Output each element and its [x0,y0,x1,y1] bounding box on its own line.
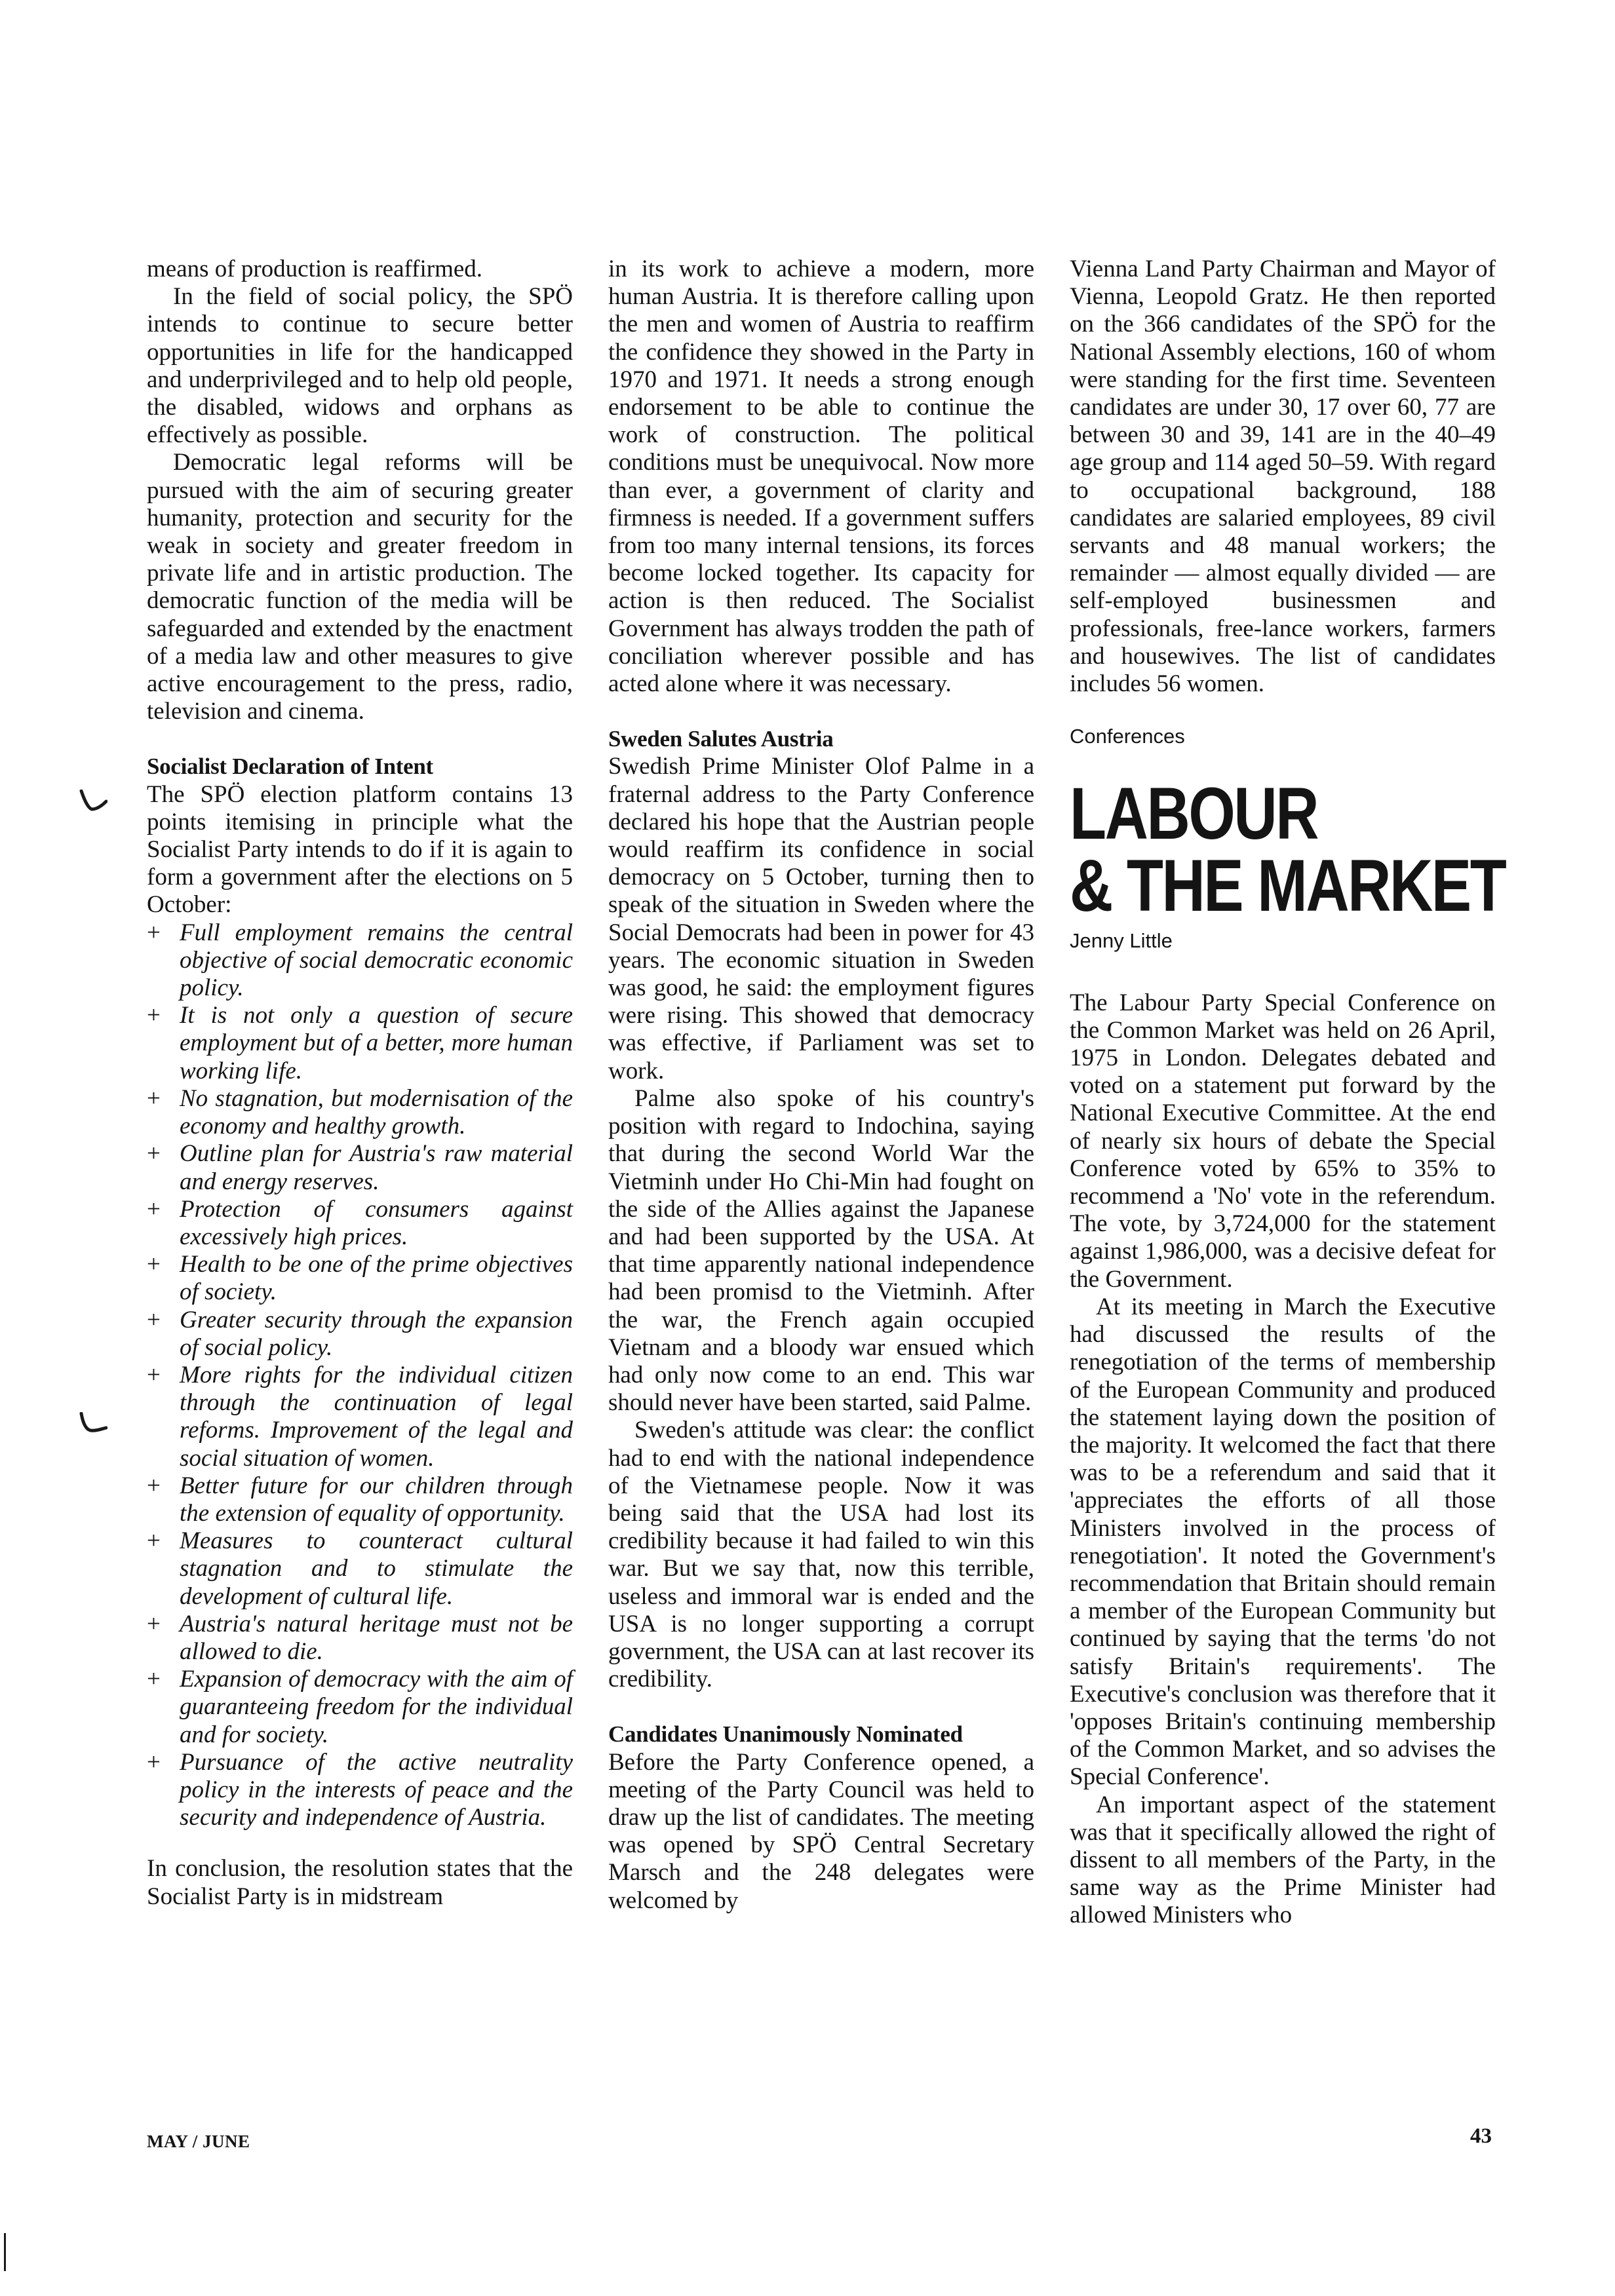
paragraph: means of production is reaffirmed. [147,256,483,282]
section-label: Conferences [1070,725,1185,748]
platform-point [147,1611,573,1666]
article-headline [1070,773,1506,927]
point-text: Outline plan for Austria's raw material and energy reserves. [180,1140,573,1195]
issue-label: MAY / JUNE [147,2132,250,2151]
point-text: Health to be one of the prime objectives of society. [180,1251,573,1306]
headline-line-2: & THE MARKET [1070,845,1506,927]
platform-points-list [147,919,573,1832]
paragraph: In conclusion, the resolution states that the Socialist Party is in midstream [147,1855,573,1910]
paragraph: Sweden's attitude was clear: the conflict had to end with the national independence of the Vietnamese people. Now it was being said that the USA had lost its credibility because it had failed to win this war. But we say that, now this terrible, useless and immoral war is ended and the USA is no longer supporting a corrupt government, the USA can at last recover its credibility. [608,1417,1034,1693]
headline-line-1: LABOUR [1070,773,1318,855]
point-text: Pursuance of the active neutrality policy in the interests of peace and the security and independence of Austria. [180,1748,573,1831]
margin-tick-icon [79,790,107,812]
plus-bullet-icon: + [147,1748,161,1776]
paragraph: Swedish Prime Minister Olof Palme in a fraternal address to the Party Conference declared his hope that the Austrian people would reaffirm its confidence in social democracy on 5 October, turning then to speak of the situation in Sweden where the Social Democrats had been in power for 43 years. The economic situation in Sweden was good, he said: the employment figures were rising. This showed that democracy was effective, if Parliament was set to work. [608,753,1034,1084]
platform-point [147,1666,573,1749]
platform-point [147,1749,573,1832]
point-text: Measures to counteract cultural stagnation and to stimulate the development of cultural life. [180,1527,573,1610]
plus-bullet-icon: + [147,1306,161,1333]
paragraph: in its work to achieve a modern, more human Austria. It is therefore calling upon the men and women of Austria to reaffirm the confidence they showed in the Party in 1970 and 1971. It needs a strong enough endorsement to be able to continue the work of construction. The political conditions must be unequivocal. Now more than ever, a government of clarity and firmness is needed. If a government suffers from too many internal tensions, its forces become locked together. Its capacity for action is then reduced. The Socialist Government has always trodden the path of conciliation wherever possible and has acted alone where it was necessary. [608,256,1034,698]
paragraph: The SPÖ election platform contains 13 points itemising in principle what the Socialist Party intends to do if it is again to form a government after the elections on 5 October: [147,780,573,919]
point-text: Austria's natural heritage must not be allowed to die. [180,1610,573,1665]
platform-point [147,1085,573,1140]
platform-point [147,1527,573,1611]
platform-point [147,1196,573,1251]
plus-bullet-icon: + [147,1610,161,1637]
platform-point [147,1362,573,1472]
plus-bullet-icon: + [147,1002,161,1029]
paragraph: Vienna Land Party Chairman and Mayor of Vienna, Leopold Gratz. He then reported on the 366 candidates of the SPÖ for the National Assembly elections, 160 of whom were standing for the first time. Seventeen candidates are under 30, 17 over 60, 77 are between 30 and 39, 141 are in the 40–49 age group and 114 aged 50–59. With regard to occupational background, 188 candidates are salaried employees, 89 civil servants and 48 manual workers; the remainder — almost equally divided — are self-employed businessmen and professionals, free-lance workers, farmers and housewives. The list of candidates includes 56 women. [1070,256,1496,698]
paragraph: The Labour Party Special Conference on the Common Market was held on 26 April, 1975 in London. Delegates debated and voted on a statement put forward by the National Executive Committee. At the end of nearly six hours of debate the Special Conference voted by 65% to 35% to recommend a 'No' vote in the referendum. The vote, by 3,724,000 for the statement against 1,986,000, was a decisive defeat for the Government. [1070,989,1496,1293]
paragraph: An important aspect of the statement was that it specifically allowed the right of dissent to all members of the Party, in the same way as the Prime Minister had allowed Ministers who [1070,1791,1496,1929]
byline: Jenny Little [1070,929,1173,953]
paragraph: Democratic legal reforms will be pursued with the aim of securing greater humanity, protection and security for the weak in society and greater freedom in private life and in artistic production. The democratic function of the media will be safeguarded and extended by the enactment of a media law and other measures to give active encouragement to the press, radio, television and cinema. [147,449,573,725]
paragraph: In the field of social policy, the SPÖ intends to continue to secure better opportunities in life for the handicapped and underprivileged and to help old people, the disabled, widows and orphans as effectively as possible. [147,283,573,449]
platform-point [147,1307,573,1362]
plus-bullet-icon: + [147,1084,161,1112]
platform-point [147,1472,573,1527]
point-text: Expansion of democracy with the aim of guaranteeing freedom for the individual and for society. [180,1666,573,1748]
section-heading: Sweden Salutes Austria [608,726,834,752]
paragraph: Before the Party Conference opened, a meeting of the Party Council was held to draw up the list of candidates. The meeting was opened by SPÖ Central Secretary Marsch and the 248 delegates were welcomed by [608,1748,1034,1914]
plus-bullet-icon: + [147,919,161,946]
paragraph: Palme also spoke of his country's position with regard to Indochina, saying that during the second World War the Vietminh under Ho Chi-Min had fought on the side of the Allies against the Japanese and had been supported by the USA. At that time apparently national independence had been promisd to the Vietminh. After the war, the French again occupied Vietnam and a bloody war ensued which had only now come to an end. This war should never have been started, said Palme. [608,1084,1034,1417]
plus-bullet-icon: + [147,1195,161,1223]
point-text: Better future for our children through the extension of equality of opportunity. [180,1472,573,1527]
column-2 [608,256,1034,1915]
point-text: It is not only a question of secure employment but of a better, more human working life. [180,1002,573,1084]
point-text: Full employment remains the central objective of social democratic economic policy. [180,919,573,1002]
scan-edge-mark [4,2233,6,2271]
margin-tick-icon [79,1412,107,1434]
column-3 [1070,256,1506,1930]
platform-point [147,1251,573,1306]
plus-bullet-icon: + [147,1527,161,1555]
column-1 [147,256,573,1911]
platform-point [147,1002,573,1085]
point-text: Greater security through the expansion of social policy. [180,1306,573,1361]
point-text: More rights for the individual citizen through the continuation of legal reforms. Improvement of the legal and social situation of women. [180,1361,573,1472]
section-heading: Socialist Declaration of Intent [147,754,433,780]
point-text: Protection of consumers against excessively high prices. [180,1195,573,1250]
point-text: No stagnation, but modernisation of the economy and healthy growth. [180,1084,573,1140]
plus-bullet-icon: + [147,1666,161,1693]
plus-bullet-icon: + [147,1361,161,1388]
plus-bullet-icon: + [147,1472,161,1499]
paragraph: At its meeting in March the Executive had discussed the results of the renegotiation of the terms of membership of the European Community and produced the statement laying down the position of the majority. It welcomed the fact that there was to be a referendum and said that it 'appreciates the efforts of all those Ministers involved in the process of renegotiation'. It noted the Government's recommendation that Britain should remain a member of the European Community but continued by saying that the terms 'do not satisfy Britain's requirements'. The Executive's conclusion was therefore that it 'opposes Britain's continuing membership of the Common Market, and so advises the Special Conference'. [1070,1293,1496,1791]
platform-point [147,919,573,1003]
platform-point [147,1140,573,1195]
plus-bullet-icon: + [147,1140,161,1168]
section-heading: Candidates Unanimously Nominated [608,1721,963,1748]
page-number: 43 [1470,2124,1492,2148]
plus-bullet-icon: + [147,1251,161,1278]
